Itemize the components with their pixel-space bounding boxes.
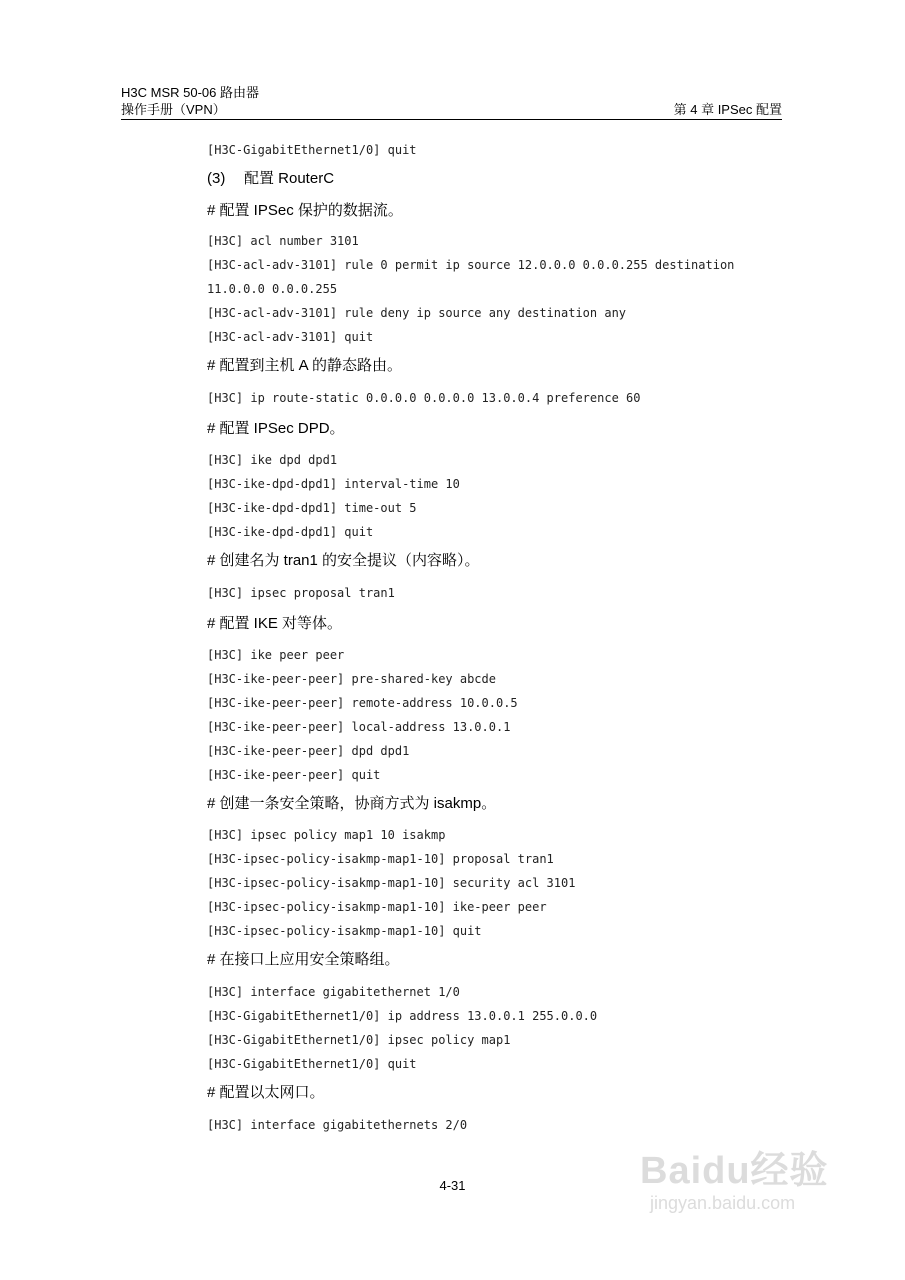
step-heading — [207, 169, 334, 189]
step-title: 配置 RouterC — [244, 170, 335, 187]
watermark-brand: Baidu经验 — [640, 1150, 829, 1192]
code-line: [H3C-ipsec-policy-isakmp-map1-10] quit — [207, 924, 482, 938]
step-number: (3) — [207, 170, 226, 187]
code-line: [H3C-acl-adv-3101] quit — [207, 330, 374, 344]
code-line: [H3C-ipsec-policy-isakmp-map1-10] proposal tran1 — [207, 852, 554, 866]
code-line: [H3C-GigabitEthernet1/0] ip address 13.0.0.1 255.0.0.0 — [207, 1009, 598, 1023]
section-heading: # 配置 IKE 对等体。 — [207, 615, 343, 632]
section-heading: # 配置以太网口。 — [207, 1084, 325, 1101]
code-line: [H3C-ipsec-policy-isakmp-map1-10] ike-peer peer — [207, 900, 547, 914]
product-title: H3C MSR 50-06 路由器 — [121, 85, 259, 100]
code-line: 11.0.0.0 0.0.0.255 — [207, 282, 338, 296]
code-line: [H3C] acl number 3101 — [207, 234, 359, 248]
page-number: 4-31 — [439, 1178, 466, 1193]
code-line: [H3C-ike-peer-peer] remote-address 10.0.0.5 — [207, 696, 518, 710]
section-heading: # 配置 IPSec DPD。 — [207, 420, 345, 437]
code-line: [H3C] ipsec policy map1 10 isakmp — [207, 828, 446, 842]
code-line: [H3C-ike-peer-peer] dpd dpd1 — [207, 744, 410, 758]
watermark — [640, 1150, 829, 1214]
code-line: [H3C] ipsec proposal tran1 — [207, 586, 395, 600]
section-heading: # 创建一条安全策略，协商方式为 isakmp。 — [207, 795, 497, 812]
code-line: [H3C] ike dpd dpd1 — [207, 453, 338, 467]
code-line: [H3C-ike-peer-peer] pre-shared-key abcde — [207, 672, 496, 686]
section-heading: # 配置到主机 A 的静态路由。 — [207, 357, 403, 374]
section-heading: # 在接口上应用安全策略组。 — [207, 951, 400, 968]
code-line: [H3C] ike peer peer — [207, 648, 345, 662]
code-line: [H3C-acl-adv-3101] rule deny ip source any destination any — [207, 306, 627, 320]
code-line: [H3C-GigabitEthernet1/0] quit — [207, 1057, 417, 1071]
header-rule — [121, 119, 782, 120]
code-line: [H3C] interface gigabitethernets 2/0 — [207, 1118, 468, 1132]
page-header — [121, 84, 782, 120]
code-line: [H3C] interface gigabitethernet 1/0 — [207, 985, 460, 999]
code-line: [H3C-ike-peer-peer] local-address 13.0.0.1 — [207, 720, 511, 734]
code-line: [H3C-GigabitEthernet1/0] quit — [207, 143, 417, 157]
manual-title: 操作手册（VPN） — [121, 102, 226, 117]
code-line: [H3C-ike-dpd-dpd1] interval-time 10 — [207, 477, 460, 491]
code-line: [H3C-ike-dpd-dpd1] time-out 5 — [207, 501, 417, 515]
code-line: [H3C] ip route-static 0.0.0.0 0.0.0.0 13.0.0.4 preference 60 — [207, 391, 641, 405]
section-heading: # 配置 IPSec 保护的数据流。 — [207, 202, 403, 219]
chapter-title: 第 4 章 IPSec 配置 — [673, 102, 782, 117]
code-line: [H3C-acl-adv-3101] rule 0 permit ip source 12.0.0.0 0.0.0.255 destination — [207, 258, 735, 272]
section-heading: # 创建名为 tran1 的安全提议（内容略）。 — [207, 552, 480, 569]
code-line: [H3C-ike-dpd-dpd1] quit — [207, 525, 374, 539]
header-row — [121, 101, 782, 118]
code-line: [H3C-GigabitEthernet1/0] ipsec policy map1 — [207, 1033, 511, 1047]
watermark-url: jingyan.baidu.com — [650, 1193, 796, 1213]
code-line: [H3C-ike-peer-peer] quit — [207, 768, 381, 782]
code-line: [H3C-ipsec-policy-isakmp-map1-10] security acl 3101 — [207, 876, 576, 890]
